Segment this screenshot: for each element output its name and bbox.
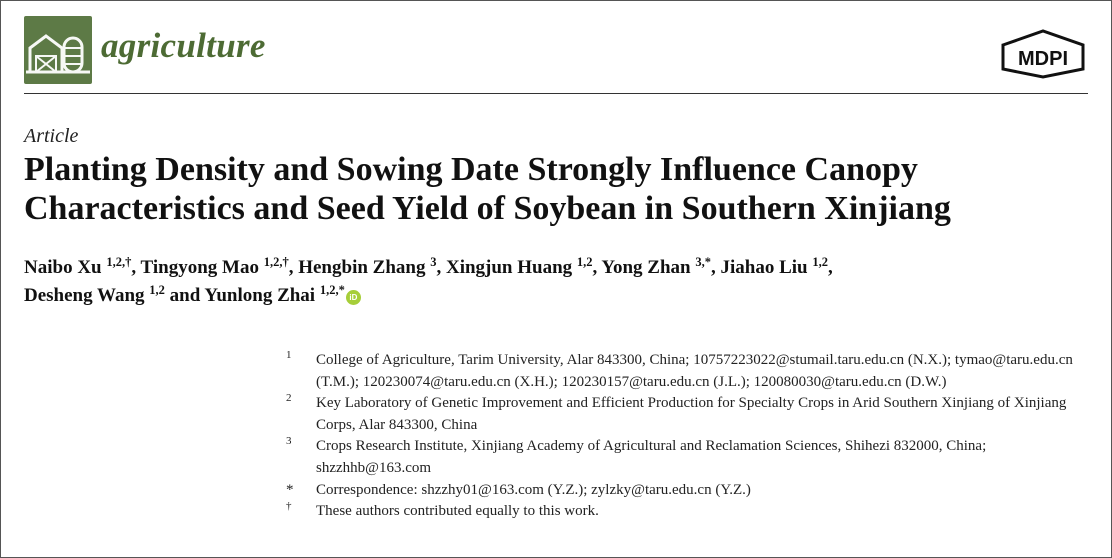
- affiliation-item: [285, 350, 1095, 393]
- author[interactable]: Tingyong Mao $^{1,2,\dagger}$: [140, 255, 289, 278]
- affiliation-mark: 1: [286, 349, 292, 361]
- publisher-name: MDPI: [1018, 48, 1068, 70]
- affiliation-mark: 2: [286, 392, 292, 405]
- author[interactable]: Xingjun Huang $^{1,2}$: [445, 255, 593, 278]
- affiliation-item: [285, 436, 1095, 479]
- journal-name: agriculture: [101, 26, 266, 65]
- affiliation-text: College of Agriculture, Tarim University, Alar 843300, China; 10757223022@stumail.taru.edu.cn (N.X.); tymao@taru.edu.cn (T.M.); 120230074@taru.edu.cn (X.H.); 120230157@taru.edu.cn (J.L.); 120080030@taru.edu.cn (D.W.): [316, 352, 1073, 390]
- affiliation-item: [285, 393, 1095, 436]
- author[interactable]: Yong Zhan $^{3,*}$: [601, 255, 711, 278]
- equal-contribution-text: These authors contributed equally to this work.: [316, 503, 599, 520]
- author[interactable]: Yunlong Zhai $^{1,2,*}$: [204, 283, 345, 306]
- affiliation-mark: 3: [286, 435, 292, 448]
- mdpi-logo: [999, 29, 1087, 79]
- orcid-icon[interactable]: iD: [346, 290, 361, 305]
- author[interactable]: Hengbin Zhang $^3$: [298, 255, 437, 278]
- header-rule: [24, 93, 1088, 94]
- affiliation-text: Crops Research Institute, Xinjiang Academy of Agricultural and Reclamation Sciences, Shihezi 832000, China; shzzhhb@163.com: [316, 438, 987, 476]
- article-title: Planting Density and Sowing Date Strongly Influence Canopy Characteristics and Seed Yield of Soybean in Southern Xinjiang: [24, 151, 951, 227]
- article-type: Article: [24, 125, 79, 147]
- affiliation-mark: †: [286, 500, 292, 513]
- barn-icon: [24, 16, 92, 84]
- affiliation-mark: *: [286, 481, 294, 498]
- author-list: Naibo Xu $^{1,2,\dagger}$, Tingyong Mao $^{1,2,\dagger}$, Hengbin Zhang $^3$, Xingjun Huang $^{1,2}$, Yong Zhan $^{3,*}$, Jiahao Liu $^{1,2}$, Desheng Wang $^{1,2}$ and Yunlong Zhai $^{1,2,*}$iD: [24, 255, 833, 306]
- equal-contribution-note: [285, 501, 1095, 523]
- affiliation-text: Key Laboratory of Genetic Improvement and Efficient Production for Specialty Crops in Arid Southern Xinjiang of Xinjiang Corps, Alar 843300, China: [316, 395, 1067, 433]
- author[interactable]: Desheng Wang $^{1,2}$: [24, 283, 165, 306]
- author[interactable]: Jiahao Liu $^{1,2}$: [720, 255, 828, 278]
- author[interactable]: Naibo Xu $^{1,2,\dagger}$: [24, 255, 132, 278]
- correspondence-text: Correspondence: shzzhy01@163.com (Y.Z.); zylzky@taru.edu.cn (Y.Z.): [316, 481, 751, 498]
- affiliations: [285, 350, 1095, 523]
- correspondence-item: [285, 480, 1095, 502]
